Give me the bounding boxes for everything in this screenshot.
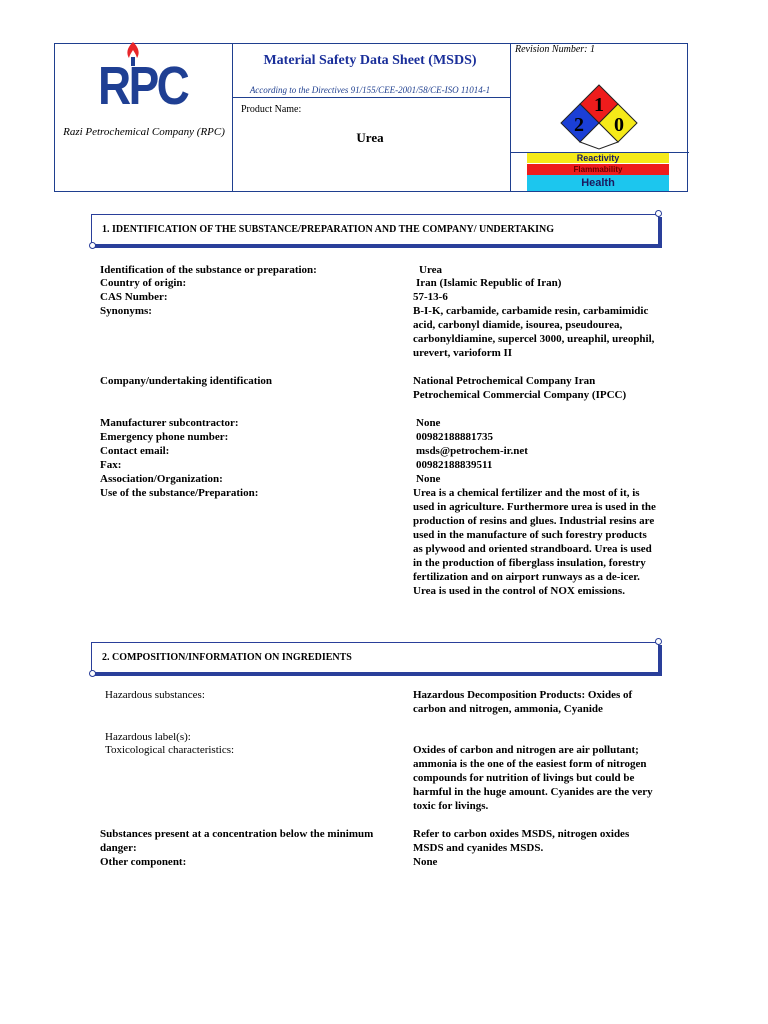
section-1-header xyxy=(91,214,659,245)
value-other-component: None xyxy=(413,856,438,868)
label-country: Country of origin: xyxy=(100,277,187,289)
label-emergency-phone: Emergency phone number: xyxy=(100,431,229,443)
company-name: Razi Petrochemical Company (RPC) xyxy=(63,126,225,138)
section-2-header xyxy=(91,642,659,673)
nfpa-flammability: 1 xyxy=(594,94,604,116)
label-fax: Fax: xyxy=(100,459,122,471)
health-band: Health xyxy=(527,175,669,191)
section-dot xyxy=(655,210,662,217)
label-hazardous-labels: Hazardous label(s): xyxy=(105,731,191,743)
label-cas: CAS Number: xyxy=(100,291,168,303)
label-other-component: Other component: xyxy=(100,856,187,868)
section-2-title: 2. COMPOSITION/INFORMATION ON INGREDIENTS xyxy=(102,652,352,663)
value-manufacturer: None xyxy=(416,417,441,429)
value-country: Iran (Islamic Republic of Iran) xyxy=(416,277,562,289)
label-synonyms: Synonyms: xyxy=(100,305,152,317)
nfpa-health: 2 xyxy=(574,114,584,136)
value-identification: Urea xyxy=(419,264,443,276)
label-company: Company/undertaking identification xyxy=(100,375,273,387)
section-dot xyxy=(655,638,662,645)
label-manufacturer: Manufacturer subcontractor: xyxy=(100,417,239,429)
product-name: Urea xyxy=(356,130,384,145)
flammability-band: Flammability xyxy=(527,164,669,175)
value-emergency-phone: 00982188881735 xyxy=(416,431,493,443)
label-association: Association/Organization: xyxy=(100,473,223,485)
product-name-label: Product Name: xyxy=(241,104,302,115)
value-company: National Petrochemical Company Iran Petrochemical Commercial Company (IPCC) xyxy=(413,375,627,401)
label-substances-below-danger: Substances present at a concentration below the minimum danger: xyxy=(100,828,374,854)
label-email: Contact email: xyxy=(100,445,170,457)
value-use: Urea is a chemical fertilizer and the most of it, is used in agriculture. Furthermore urea is used in the production of resins and glues. Industrial resins are used in the manufacture of such forestry products as plywood and oriented strandboard. Urea is used in the production of fiberglass insulation, forestry fertilization and on airport runways as a de-icer. Urea is used in the control of NOX emissions. xyxy=(413,487,656,597)
value-association: None xyxy=(416,473,441,485)
revision-number: Revision Number: 1 xyxy=(515,44,595,55)
nfpa-reactivity: 0 xyxy=(614,114,624,136)
value-hazardous-substances: Hazardous Decomposition Products: Oxides of carbon and nitrogen, ammonia, Cyanide xyxy=(413,689,633,715)
label-use: Use of the substance/Preparation: xyxy=(100,487,259,499)
value-email: msds@petrochem-ir.net xyxy=(416,445,528,457)
label-identification: Identification of the substance or preparation: xyxy=(100,264,317,276)
section-1-title: 1. IDENTIFICATION OF THE SUBSTANCE/PREPARATION AND THE COMPANY/ UNDERTAKING xyxy=(102,224,555,235)
section-dot xyxy=(89,670,96,677)
nfpa-diamond-icon xyxy=(560,84,638,150)
document-title: Material Safety Data Sheet (MSDS) xyxy=(263,53,477,68)
label-toxicological: Toxicological characteristics: xyxy=(105,744,235,756)
label-hazardous-substances: Hazardous substances: xyxy=(105,689,205,701)
value-substances-below-danger: Refer to carbon oxides MSDS, nitrogen oxides MSDS and cyanides MSDS. xyxy=(413,828,630,854)
value-synonyms: B-I-K, carbamide, carbamide resin, carbamimidic acid, carbonyl diamide, isourea, pseudourea, carbonyldiamine, supercel 3000, ureaphil, ureophil, urevert, varioform II xyxy=(413,305,655,359)
value-cas: 57-13-6 xyxy=(413,291,448,303)
reactivity-band: Reactivity xyxy=(527,153,669,163)
value-toxicological: Oxides of carbon and nitrogen are air pollutant; ammonia is the one of the easiest form of nitrogen compounds for nutrition of livings but could be harmful in the huge amount. Cyanides are the very toxic for livings. xyxy=(413,744,653,812)
directive-text: According to the Directives 91/155/CEE-2001/58/CE-ISO 11014-1 xyxy=(249,85,491,95)
logo-text: RPC xyxy=(98,56,188,116)
value-fax: 00982188839511 xyxy=(416,459,493,471)
section-dot xyxy=(89,242,96,249)
